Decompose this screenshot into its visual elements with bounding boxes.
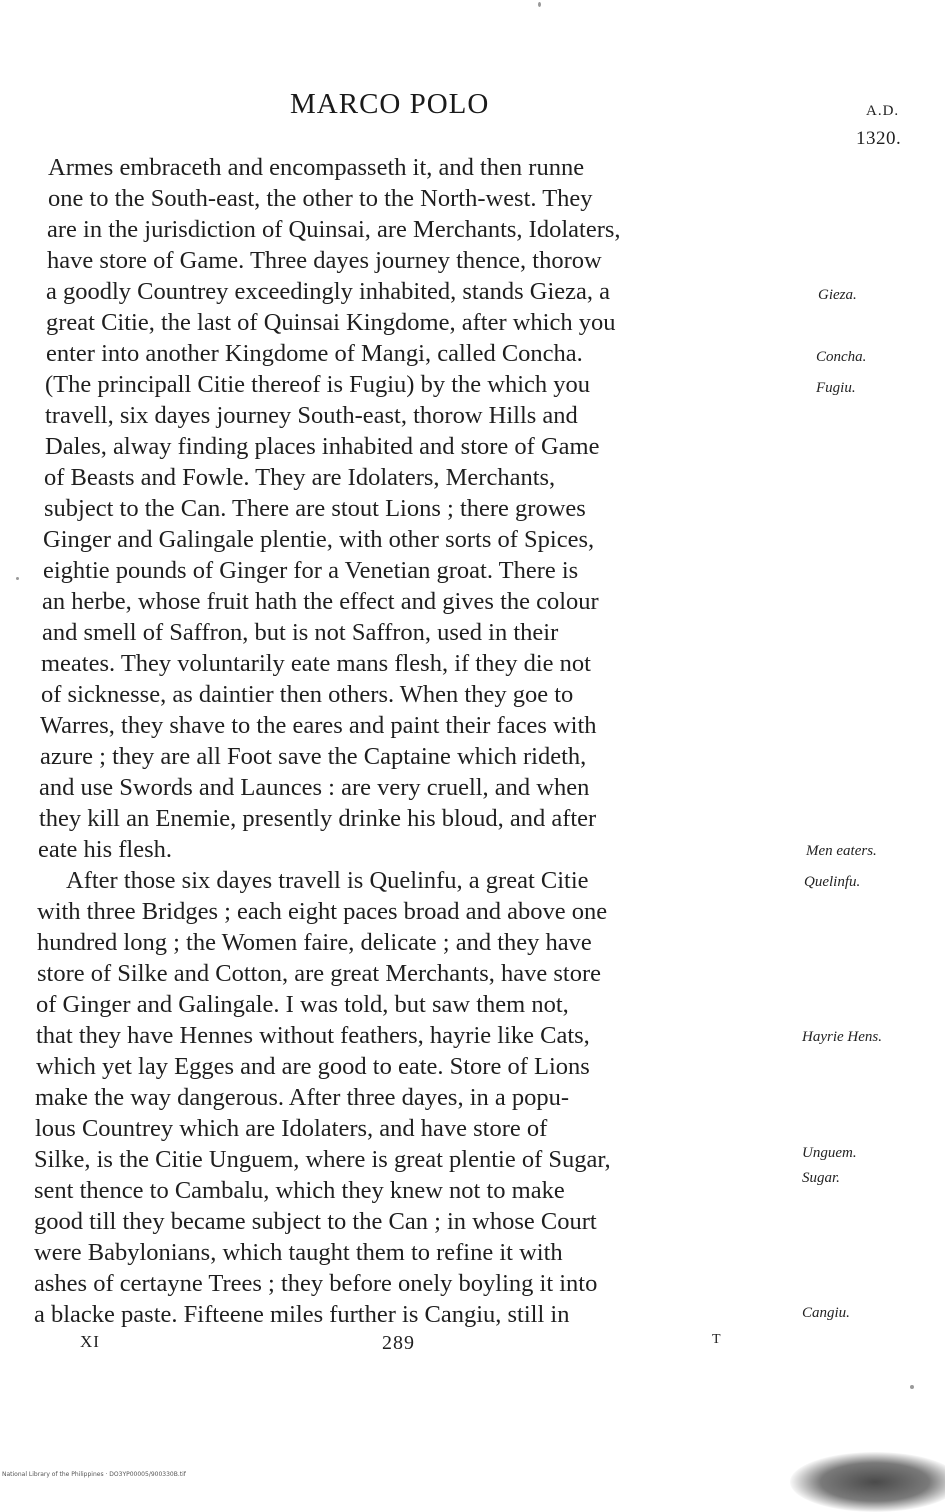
margin-note-gieza: Gieza. bbox=[818, 287, 857, 303]
text-line: eate his flesh. bbox=[38, 836, 173, 863]
text-line: azure ; they are all Foot save the Captaine which rideth, bbox=[40, 743, 587, 770]
signature-mark: XI bbox=[80, 1332, 100, 1351]
text-line: store of Silke and Cotton, are great Merchants, have store bbox=[37, 960, 602, 987]
text-line: enter into another Kingdome of Mangi, called Concha. bbox=[46, 340, 583, 367]
text-line: were Babylonians, which taught them to refine it with bbox=[34, 1239, 563, 1266]
text-line: Warres, they shave to the eares and paint their faces with bbox=[40, 712, 597, 739]
text-line: Dales, alway finding places inhabited and store of Game bbox=[45, 433, 600, 460]
text-line: a blacke paste. Fifteene miles further is Cangiu, still in bbox=[34, 1301, 570, 1328]
text-line: good till they became subject to the Can ; in whose Court bbox=[34, 1208, 597, 1235]
text-line: lous Countrey which are Idolaters, and have store of bbox=[35, 1115, 548, 1142]
date-label: A.D. bbox=[866, 103, 900, 119]
catchword-mark: T bbox=[712, 1332, 722, 1347]
margin-note-cangiu: Cangiu. bbox=[802, 1305, 850, 1321]
text-line: Ginger and Galingale plentie, with other sorts of Spices, bbox=[43, 526, 595, 553]
text-line: that they have Hennes without feathers, hayrie like Cats, bbox=[36, 1022, 590, 1049]
scan-corner-smudge bbox=[790, 1452, 945, 1512]
scan-speck bbox=[16, 577, 19, 580]
text-line: meates. They voluntarily eate mans flesh, if they die not bbox=[41, 650, 591, 677]
text-line: Armes embraceth and encompasseth it, and then runne bbox=[48, 154, 585, 181]
margin-note-quelinfu: Quelinfu. bbox=[804, 874, 861, 890]
text-line: After those six dayes travell is Quelinfu, a great Citie bbox=[66, 867, 589, 894]
margin-note-concha: Concha. bbox=[816, 349, 867, 365]
date-year: 1320. bbox=[856, 128, 902, 149]
text-line: subject to the Can. There are stout Lions ; there growes bbox=[44, 495, 586, 522]
scan-credit: National Library of the Philippines · DO3YP00005/900330B.tif bbox=[2, 1471, 186, 1478]
text-line: a goodly Countrey exceedingly inhabited, stands Gieza, a bbox=[46, 278, 611, 305]
text-line: of sicknesse, as daintier then others. When they goe to bbox=[41, 681, 574, 708]
text-line: they kill an Enemie, presently drinke his bloud, and after bbox=[39, 805, 597, 832]
text-line: an herbe, whose fruit hath the effect and gives the colour bbox=[42, 588, 599, 615]
scan-speck bbox=[538, 2, 541, 7]
text-line: travell, six dayes journey South-east, thorow Hills and bbox=[45, 402, 578, 429]
running-head-title: MARCO POLO bbox=[290, 88, 490, 120]
text-line: Silke, is the Citie Unguem, where is great plentie of Sugar, bbox=[34, 1146, 611, 1173]
text-line: which yet lay Egges and are good to eate. Store of Lions bbox=[36, 1053, 590, 1080]
page-number: 289 bbox=[382, 1332, 415, 1354]
text-line: sent thence to Cambalu, which they knew not to make bbox=[34, 1177, 565, 1204]
text-line: ashes of certayne Trees ; they before onely boyling it into bbox=[34, 1270, 598, 1297]
text-line: one to the South-east, the other to the North-west. They bbox=[48, 185, 593, 212]
margin-note-men-eaters: Men eaters. bbox=[806, 843, 877, 859]
text-line: of Beasts and Fowle. They are Idolaters, Merchants, bbox=[44, 464, 556, 491]
text-line: great Citie, the last of Quinsai Kingdome, after which you bbox=[46, 309, 616, 336]
margin-note-sugar: Sugar. bbox=[802, 1170, 840, 1186]
text-line: make the way dangerous. After three dayes, in a popu- bbox=[35, 1084, 570, 1111]
margin-note-unguem: Unguem. bbox=[802, 1145, 857, 1161]
text-line: with three Bridges ; each eight paces broad and above one bbox=[37, 898, 608, 925]
text-line: have store of Game. Three dayes journey thence, thorow bbox=[47, 247, 602, 274]
scan-speck bbox=[910, 1385, 914, 1389]
text-line: are in the jurisdiction of Quinsai, are Merchants, Idolaters, bbox=[47, 216, 621, 243]
text-line: and use Swords and Launces : are very cruell, and when bbox=[39, 774, 590, 801]
text-line: (The principall Citie thereof is Fugiu) by the which you bbox=[45, 371, 591, 398]
margin-note-fugiu: Fugiu. bbox=[816, 380, 856, 396]
text-line: of Ginger and Galingale. I was told, but saw them not, bbox=[36, 991, 569, 1018]
text-line: eightie pounds of Ginger for a Venetian groat. There is bbox=[43, 557, 579, 584]
margin-note-hayrie-hens: Hayrie Hens. bbox=[802, 1029, 882, 1045]
text-line: hundred long ; the Women faire, delicate ; and they have bbox=[37, 929, 592, 956]
text-line: and smell of Saffron, but is not Saffron, used in their bbox=[42, 619, 559, 646]
